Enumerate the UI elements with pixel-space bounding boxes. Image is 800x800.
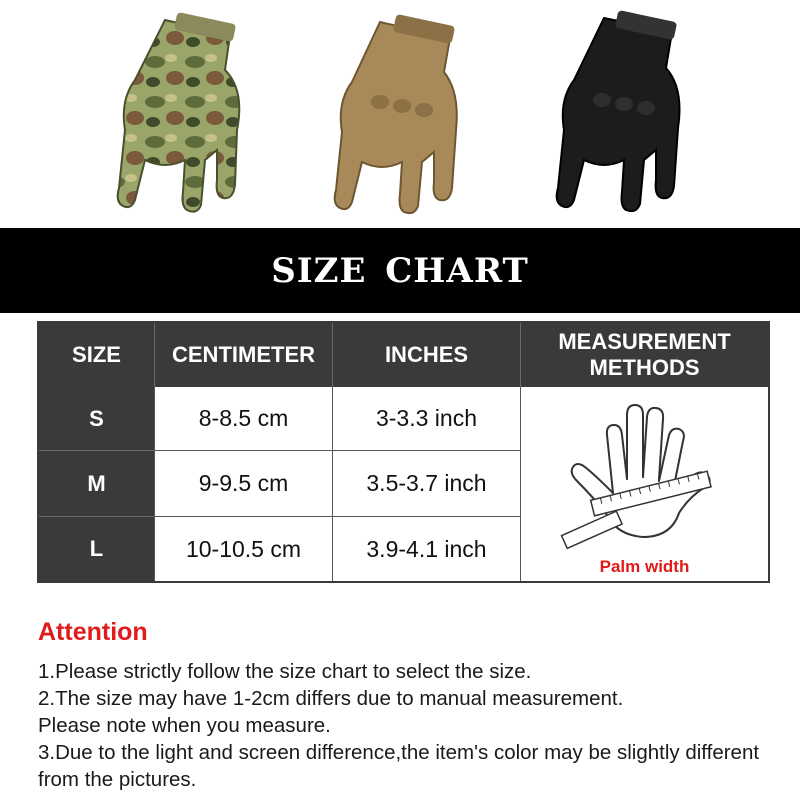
note-line-2: 2.The size may have 1-2cm differs due to manual measurement. [38,687,624,710]
palm-width-label: Palm width [599,557,690,576]
size-s: S [39,387,155,451]
cm-s: 8-8.5 cm [155,387,333,451]
cm-m: 9-9.5 cm [155,451,333,517]
note-line-4: 3.Due to the light and screen difference,the item's color may be slightly different from the pictures. [38,741,760,791]
camo-glove-image [105,10,265,220]
attention-notes [38,658,788,793]
product-gloves-row [0,0,800,228]
cm-l: 10-10.5 cm [155,517,333,581]
header-centimeter: CENTIMETER [155,323,333,387]
note-line-1: 1.Please strictly follow the size chart to select the size. [38,660,532,683]
measurement-method-cell [521,387,768,581]
header-measurement-methods: MEASUREMENT METHODS [521,323,768,387]
inch-l: 3.9-4.1 inch [333,517,521,581]
inch-s: 3-3.3 inch [333,387,521,451]
tan-glove-image [320,10,480,220]
size-chart-table [37,321,770,583]
header-size: SIZE [39,323,155,387]
hand-measure-icon [555,395,735,555]
size-m: M [39,451,155,517]
size-chart-title: SIZE CHART [271,250,529,291]
size-l: L [39,517,155,581]
inch-m: 3.5-3.7 inch [333,451,521,517]
header-inches: INCHES [333,323,521,387]
black-glove-image [540,10,700,220]
attention-heading: Attention [38,618,148,646]
note-line-3: Please note when you measure. [38,714,331,737]
size-chart-banner [0,228,800,313]
